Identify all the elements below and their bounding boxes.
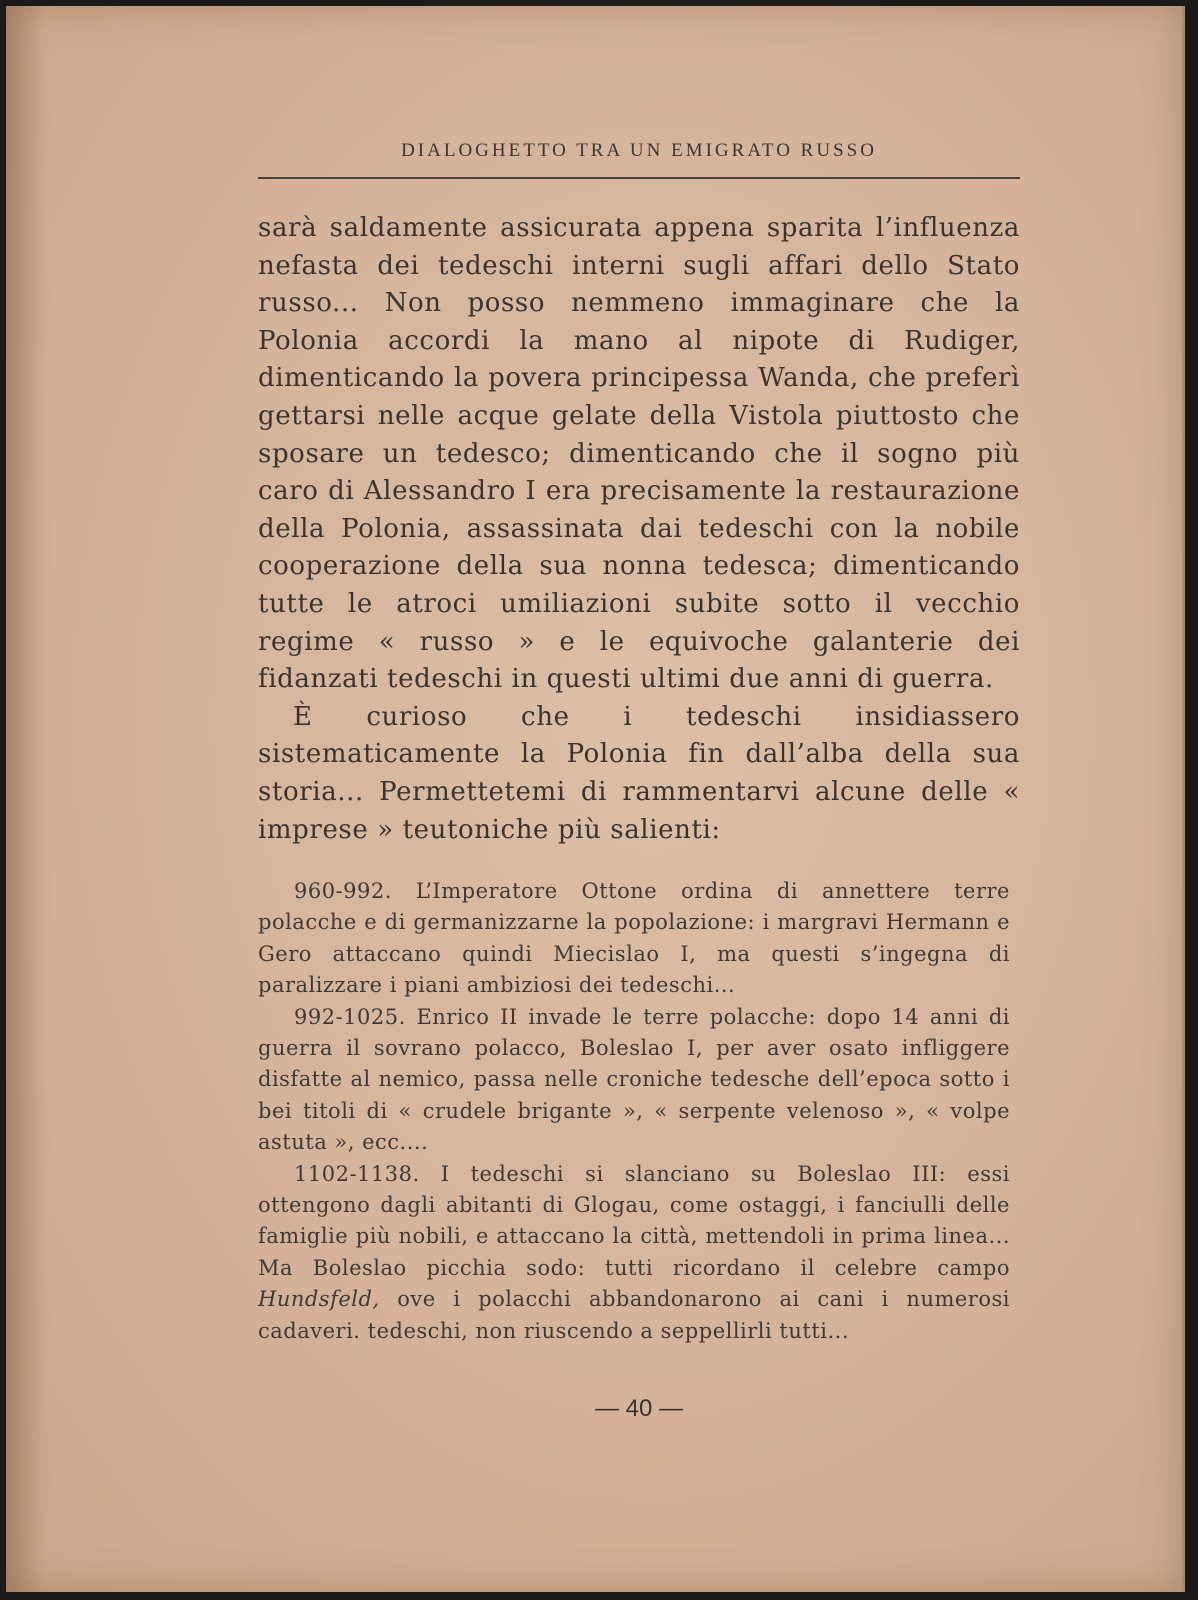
body-paragraph-2: È curioso che i tedeschi insidiassero sistematicamente la Polonia fin dall’alba della sua storia... Permettetemi di rammentarvi alcune delle « imprese » teutoniche più salienti: bbox=[258, 701, 1020, 845]
chronicle-entry-2 bbox=[258, 1002, 1010, 1159]
chronicle-text-continued: ove i polacchi abbandonarono ai cani i numerosi cadaveri. tedeschi, non riuscendo a seppellirli tutti... bbox=[258, 1287, 1010, 1343]
chronicle-text: L’Imperatore Ottone ordina di annettere terre polacche e di germanizzarne la popolazione: i margravi Hermann e Gero attaccano quindi Miecislao I, ma questi s’ingegna di paralizzare i piani ambiziosi dei tedeschi... bbox=[258, 879, 1010, 998]
chronicle-date: 992-1025. bbox=[294, 1004, 406, 1029]
header-rule bbox=[258, 177, 1020, 179]
chronicle-date: 960-992. bbox=[294, 879, 392, 903]
chronicle-date: 1102-1138. bbox=[294, 1161, 420, 1186]
chronicle-text: Enrico II invade le terre polacche: dopo 14 anni di guerra il sovrano polacco, Boleslao I, per aver osato infliggere disfatte al nemico, passa nelle croniche tedesche dell’epoca sotto i bei titoli di « crudele brigante », « serpente velenoso », « volpe astuta », ecc.... bbox=[258, 1004, 1010, 1155]
chronicle-list bbox=[258, 876, 1010, 1347]
chronicle-entry-1 bbox=[258, 876, 1010, 1002]
main-text bbox=[258, 210, 1020, 849]
page-binding-edge bbox=[6, 6, 46, 1592]
page-number: — 40 — bbox=[594, 1395, 684, 1422]
chronicle-text: I tedeschi si slanciano su Boleslao III: essi ottengono dagli abitanti di Glogau, come ostaggi, i fanciulli delle famiglie più nobili, e attaccano la città, mettendoli in prima linea... Ma Boleslao picchia sodo: tutti ricordano il celebre campo bbox=[258, 1161, 1010, 1280]
chronicle-italic-place: Hundsfeld, bbox=[258, 1287, 380, 1312]
body-paragraph-1: sarà saldamente assicurata appena sparita l’influenza nefasta dei tedeschi interni sugli affari dello Stato russo... Non posso nemmeno immaginare che la Polonia accordi la mano al nipote di Rudiger, dimenticando la povera principessa Wanda, che preferì gettarsi nelle acque gelate della Vistola piuttosto che sposare un tedesco; dimenticando che il sogno più caro di Alessandro I era precisamente la restaurazione della Polonia, assassinata dai tedeschi con la nobile cooperazione della sua nonna tedesca; dimenticando tutte le atroci umiliazioni subite sotto il vecchio regime « russo » e le equivoche galanterie dei fidanzati tedeschi in questi ultimi due anni di guerra. bbox=[258, 213, 1020, 695]
running-header: DIALOGHETTO TRA UN EMIGRATO RUSSO bbox=[401, 140, 877, 161]
chronicle-entry-3 bbox=[258, 1159, 1010, 1347]
